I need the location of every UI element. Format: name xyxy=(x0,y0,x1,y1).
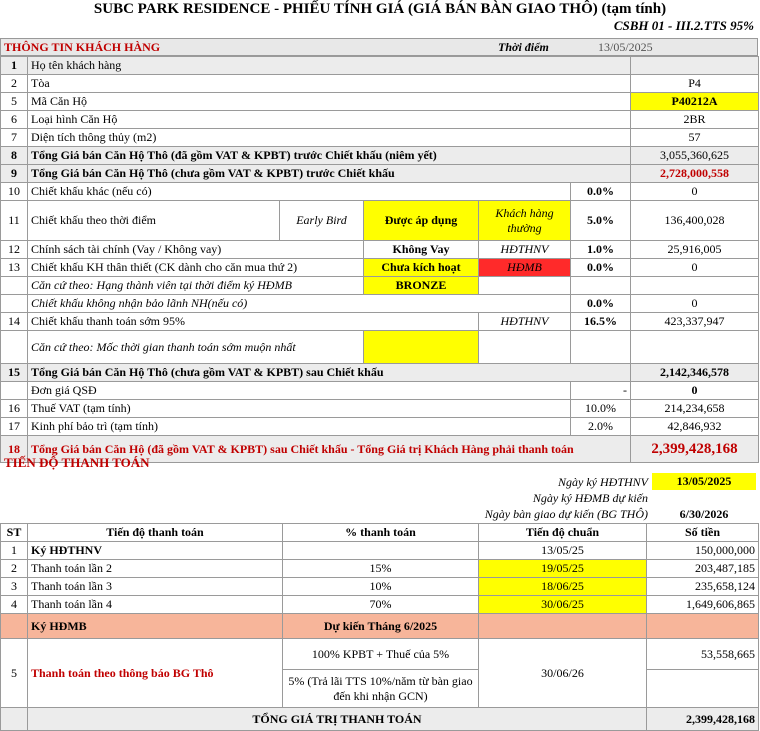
col-header: Tiến độ chuẩn xyxy=(479,524,647,542)
row-value: 2BR xyxy=(631,111,759,129)
table-row xyxy=(1,259,759,277)
table-header xyxy=(1,524,759,542)
row-label: Thanh toán lần 2 xyxy=(28,560,283,578)
col-header: ST xyxy=(1,524,28,542)
row-label: Diện tích thông thủy (m2) xyxy=(28,129,631,147)
table-row xyxy=(1,542,759,560)
row-label: Chiết khấu theo thời điểm xyxy=(28,201,280,241)
row-value: 0 xyxy=(631,295,759,313)
col-header: Số tiền xyxy=(647,524,759,542)
row-date: 30/06/26 xyxy=(479,639,647,708)
row-label: Ký HĐTHNV xyxy=(28,542,283,560)
row-no: 9 xyxy=(1,165,28,183)
row-value: 423,337,947 xyxy=(631,313,759,331)
table-row xyxy=(1,382,759,400)
table-row xyxy=(1,111,759,129)
loan-select[interactable]: Không Vay xyxy=(364,241,479,259)
deadline-input[interactable] xyxy=(364,331,479,364)
row-no: 15 xyxy=(1,364,28,382)
row-label: Căn cứ theo: Mốc thời gian thanh toán sớm muộn nhất xyxy=(28,331,364,364)
row-amount: 235,658,124 xyxy=(647,578,759,596)
customer-info-label: THÔNG TIN KHÁCH HÀNG xyxy=(4,40,161,54)
table-row xyxy=(1,708,759,731)
row-pct: 0.0% xyxy=(571,259,631,277)
row-label: Kinh phí bảo trì (tạm tính) xyxy=(28,418,571,436)
row-no: 7 xyxy=(1,129,28,147)
table-row xyxy=(1,241,759,259)
total-label: TỔNG GIÁ TRỊ THANH TOÁN xyxy=(28,708,647,731)
row-pct: 10.0% xyxy=(571,400,631,418)
row-label: Tổng Giá bán Căn Hộ Thô (đã gồm VAT & KPBT) trước Chiết khấu (niêm yết) xyxy=(28,147,631,165)
row-label: Tổng Giá bán Căn Hộ (đã gồm VAT & KPBT) sau Chiết khấu - Tổng Giá trị Khách Hàng phải thanh toán xyxy=(28,436,631,463)
row-label: Căn cứ theo: Hạng thành viên tại thời điểm ký HĐMB xyxy=(28,277,364,295)
row-value: 42,846,932 xyxy=(631,418,759,436)
row-pct: 15% xyxy=(283,560,479,578)
early-bird-label: Early Bird xyxy=(280,201,364,241)
row-pct: 10% xyxy=(283,578,479,596)
row-no: 17 xyxy=(1,418,28,436)
hdmb-date-label: Ngày ký HĐMB dự kiến xyxy=(532,491,648,505)
row-value: 0 xyxy=(631,382,759,400)
row-no: 16 xyxy=(1,400,28,418)
row-amount: 150,000,000 xyxy=(647,542,759,560)
discount-status-select[interactable]: Được áp dụng xyxy=(364,201,479,241)
row-no: 11 xyxy=(1,201,28,241)
row-value: 2,142,346,578 xyxy=(631,364,759,382)
row-value: 136,400,028 xyxy=(631,201,759,241)
table-row xyxy=(1,183,759,201)
schedule-title: TIẾN ĐỘ THANH TOÁN xyxy=(4,455,150,470)
sign-date-label: Ngày ký HĐTHNV xyxy=(558,475,648,489)
apartment-code-cell[interactable]: P40212A xyxy=(631,93,759,111)
table-row xyxy=(1,578,759,596)
row-amount: 1,649,606,865 xyxy=(647,596,759,614)
row-label: Thanh toán theo thông báo BG Thô xyxy=(28,639,283,708)
row-value: 0 xyxy=(631,259,759,277)
row-no: 6 xyxy=(1,111,28,129)
row-no: 13 xyxy=(1,259,28,277)
grand-total-value: 2,399,428,168 xyxy=(631,436,759,463)
total-value: 2,399,428,168 xyxy=(647,708,759,731)
sheet-code: CSBH 01 - III.2.TTS 95% xyxy=(613,18,754,33)
col-header: Tiến độ thanh toán xyxy=(28,524,283,542)
row-pct-line1: 100% KPBT + Thuế của 5% xyxy=(283,639,479,670)
row-no: 5 xyxy=(1,639,28,708)
handover-date-label: Ngày bàn giao dự kiến (BG THÔ) xyxy=(484,507,648,521)
table-row xyxy=(1,400,759,418)
row-value: 57 xyxy=(631,129,759,147)
table-row xyxy=(1,147,759,165)
loyalty-select[interactable]: Chưa kích hoạt xyxy=(364,259,479,277)
row-note: Dự kiến Tháng 6/2025 xyxy=(283,614,479,639)
row-label: Chiết khấu khác (nếu có) xyxy=(28,183,571,201)
row-label: Thanh toán lần 4 xyxy=(28,596,283,614)
customer-type-select[interactable]: Khách hàng thường xyxy=(479,201,571,241)
row-label: Mã Căn Hộ xyxy=(28,93,631,111)
row-value xyxy=(631,57,759,75)
row-no: 5 xyxy=(1,93,28,111)
contract-type: HĐTHNV xyxy=(479,241,571,259)
row-pct: - xyxy=(571,382,631,400)
handover-date-value: 6/30/2026 xyxy=(679,507,729,521)
row-pct: 5.0% xyxy=(571,201,631,241)
table-row xyxy=(1,75,759,93)
row-date[interactable]: 30/06/25 xyxy=(479,596,647,614)
row-no: 8 xyxy=(1,147,28,165)
row-no: 10 xyxy=(1,183,28,201)
row-no: 1 xyxy=(1,57,28,75)
time-value: 13/05/2025 xyxy=(598,40,653,54)
row-label: Tòa xyxy=(28,75,631,93)
table-row xyxy=(1,639,759,670)
row-value: 0 xyxy=(631,183,759,201)
time-label: Thời điểm xyxy=(498,40,549,54)
row-value: P4 xyxy=(631,75,759,93)
table-row xyxy=(1,364,759,382)
sign-date-input[interactable]: 13/05/2025 xyxy=(652,473,756,490)
row-label: Chính sách tài chính (Vay / Không vay) xyxy=(28,241,364,259)
table-row xyxy=(1,418,759,436)
table-row xyxy=(1,295,759,313)
row-pct: 2.0% xyxy=(571,418,631,436)
table-row xyxy=(1,57,759,75)
row-no: 3 xyxy=(1,578,28,596)
row-label: Ký HĐMB xyxy=(28,614,283,639)
table-row xyxy=(1,331,759,364)
row-value: 214,234,658 xyxy=(631,400,759,418)
sheet-title: SUBC PARK RESIDENCE - PHIẾU TÍNH GIÁ (GIÁ BÁN BÀN GIAO THÔ) (tạm tính) xyxy=(93,1,667,17)
row-no: 12 xyxy=(1,241,28,259)
row-value: 3,055,360,625 xyxy=(631,147,759,165)
row-no: 2 xyxy=(1,560,28,578)
row-pct: 0.0% xyxy=(571,295,631,313)
row-amount: 203,487,185 xyxy=(647,560,759,578)
row-label: Loại hình Căn Hộ xyxy=(28,111,631,129)
row-date[interactable]: 19/05/25 xyxy=(479,560,647,578)
table-row xyxy=(1,313,759,331)
table-row xyxy=(1,560,759,578)
row-label: Tổng Giá bán Căn Hộ Thô (chưa gồm VAT & KPBT) trước Chiết khấu xyxy=(28,165,631,183)
row-pct-line2: 5% (Trả lãi TTS 10%/năm từ bàn giao đến khi nhận GCN) xyxy=(283,670,479,708)
table-row xyxy=(1,201,759,241)
row-date[interactable]: 18/06/25 xyxy=(479,578,647,596)
row-pct: 70% xyxy=(283,596,479,614)
table-row xyxy=(1,93,759,111)
row-pct: 1.0% xyxy=(571,241,631,259)
row-label: Chiết khấu KH thân thiết (CK dành cho căn mua thứ 2) xyxy=(28,259,364,277)
table-row xyxy=(1,277,759,295)
row-label: Chiết khấu thanh toán sớm 95% xyxy=(28,313,479,331)
loyalty-contract-cell[interactable]: HĐMB xyxy=(479,259,571,277)
row-pct xyxy=(283,542,479,560)
table-row xyxy=(1,129,759,147)
payment-schedule-table xyxy=(0,523,759,731)
row-label: Thanh toán lần 3 xyxy=(28,578,283,596)
contract-type: HĐTHNV xyxy=(479,313,571,331)
row-label: Chiết khấu không nhận bảo lãnh NH(nếu có) xyxy=(28,295,571,313)
table-row xyxy=(1,614,759,639)
membership-tier-cell[interactable]: BRONZE xyxy=(364,277,479,295)
row-no: 18 xyxy=(1,436,28,463)
row-date: 13/05/25 xyxy=(479,542,647,560)
table-row xyxy=(1,596,759,614)
row-no: 4 xyxy=(1,596,28,614)
row-no: 1 xyxy=(1,542,28,560)
row-label: Đơn giá QSĐ xyxy=(28,382,571,400)
table-row xyxy=(1,165,759,183)
row-no: 2 xyxy=(1,75,28,93)
row-no: 14 xyxy=(1,313,28,331)
row-value: 25,916,005 xyxy=(631,241,759,259)
row-label: Tổng Giá bán Căn Hộ Thô (chưa gồm VAT & KPBT) sau Chiết khấu xyxy=(28,364,631,382)
row-amount: 53,558,665 xyxy=(647,639,759,670)
pricing-table xyxy=(0,56,759,463)
row-pct: 16.5% xyxy=(571,313,631,331)
row-pct: 0.0% xyxy=(571,183,631,201)
row-label: Thuế VAT (tạm tính) xyxy=(28,400,571,418)
row-value: 2,728,000,558 xyxy=(631,165,759,183)
row-label: Họ tên khách hàng xyxy=(28,57,631,75)
col-header: % thanh toán xyxy=(283,524,479,542)
